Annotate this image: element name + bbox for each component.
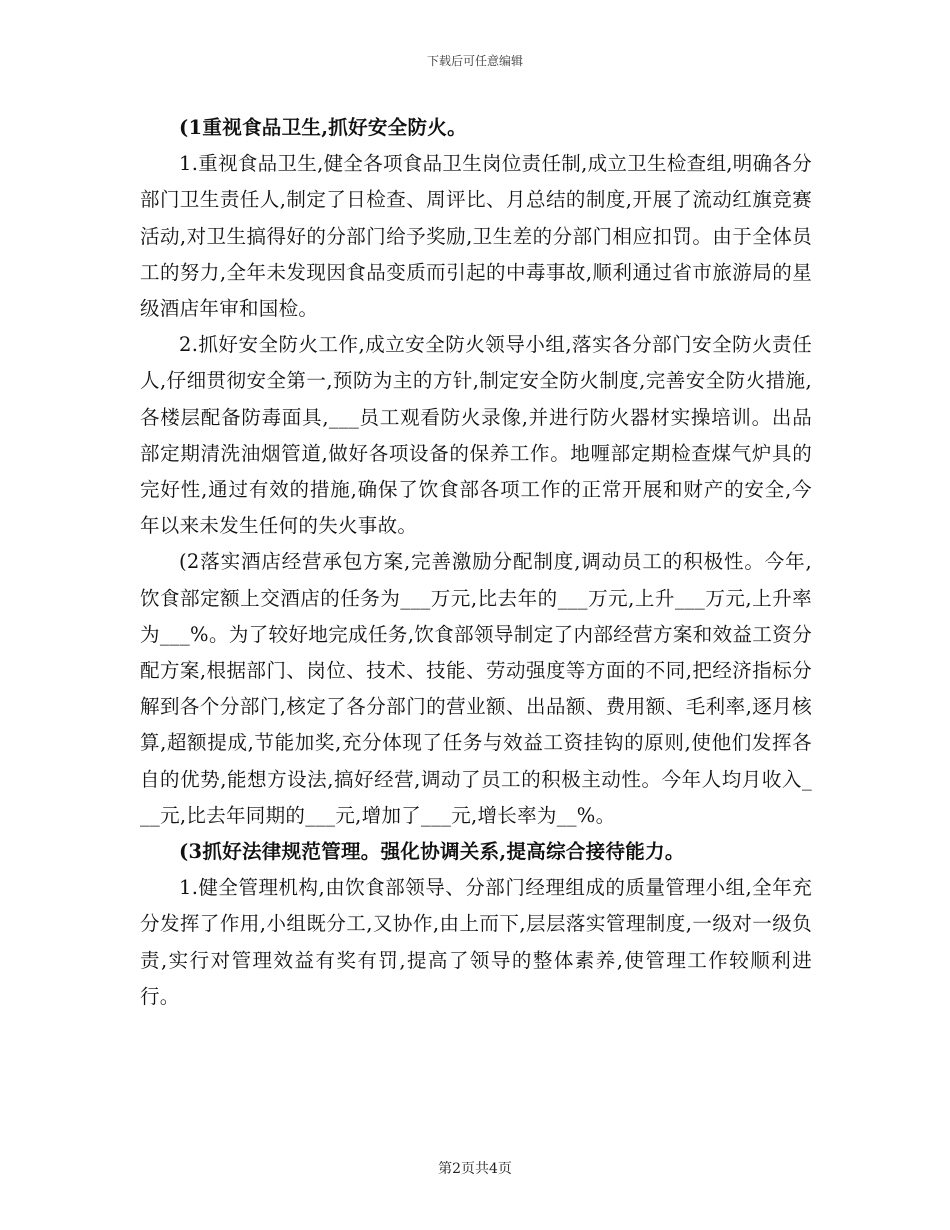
document-body (140, 110, 812, 1015)
paragraph-food-hygiene: 1.重视食品卫生,健全各项食品卫生岗位责任制,成立卫生检查组,明确各分部门卫生责任人,制定了日检查、周评比、月总结的制度,开展了流动红旗竞赛活动,对卫生搞得好的分部门给予奖励,卫生差的分部门相应扣罚。由于全体员工的努力,全年未发现因食品变质而引起的中毒事故,顺利通过省市旅游局的星级酒店年审和国检。 (140, 152, 812, 321)
paragraph-management-structure: 1.健全管理机构,由饮食部领导、分部门经理组成的质量管理小组,全年充分发挥了作用,小组既分工,又协作,由上而下,层层落实管理制度,一级对一级负责,实行对管理效益有奖有罚,提高了领导的整体素养,使管理工作较顺利进行。 (140, 876, 812, 1008)
section-heading-1: (1重视食品卫生,抓好安全防火。 (179, 116, 467, 139)
paragraph-contract-incentive: (2落实酒店经营承包方案,完善激励分配制度,调动员工的积极性。今年,饮食部定额上交酒店的任务为___万元,比去年的___万元,上升___万元,上升率为___%。为了较好地完成任务,饮食部领导制定了内部经营方案和效益工资分配方案,根据部门、岗位、技术、技能、劳动强度等方面的不同,把经济指标分解到各个分部门,核定了各分部门的营业额、出品额、费用额、毛利率,逐月核算,超额提成,节能加奖,充分体现了任务与效益工资挂钩的原则,使他们发挥各自的优势,能想方设法,搞好经营,调动了员工的积极主动性。今年人均月收入___元,比去年同期的___元,增加了___元,增长率为__%。 (140, 550, 812, 827)
section-heading-3: (3抓好法律规范管理。强化协调关系,提高综合接待能力。 (179, 840, 685, 864)
page-header: 下载后可任意编辑 (426, 54, 523, 68)
page-footer: 第2页共4页 (438, 1161, 512, 1177)
paragraph-fire-safety: 2.抓好安全防火工作,成立安全防火领导小组,落实各分部门安全防火责任人,仔细贯彻安全第一,预防为主的方针,制定安全防火制度,完善安全防火措施,各楼层配备防毒面具,___员工观看防火录像,并进行防火器材实操培训。出品部定期清洗油烟管道,做好各项设备的保养工作。地喱部定期检查煤气炉具的完好性,通过有效的措施,确保了饮食部各项工作的正常开展和财产的安全,今年以来未发生任何的失火事故。 (140, 333, 812, 538)
